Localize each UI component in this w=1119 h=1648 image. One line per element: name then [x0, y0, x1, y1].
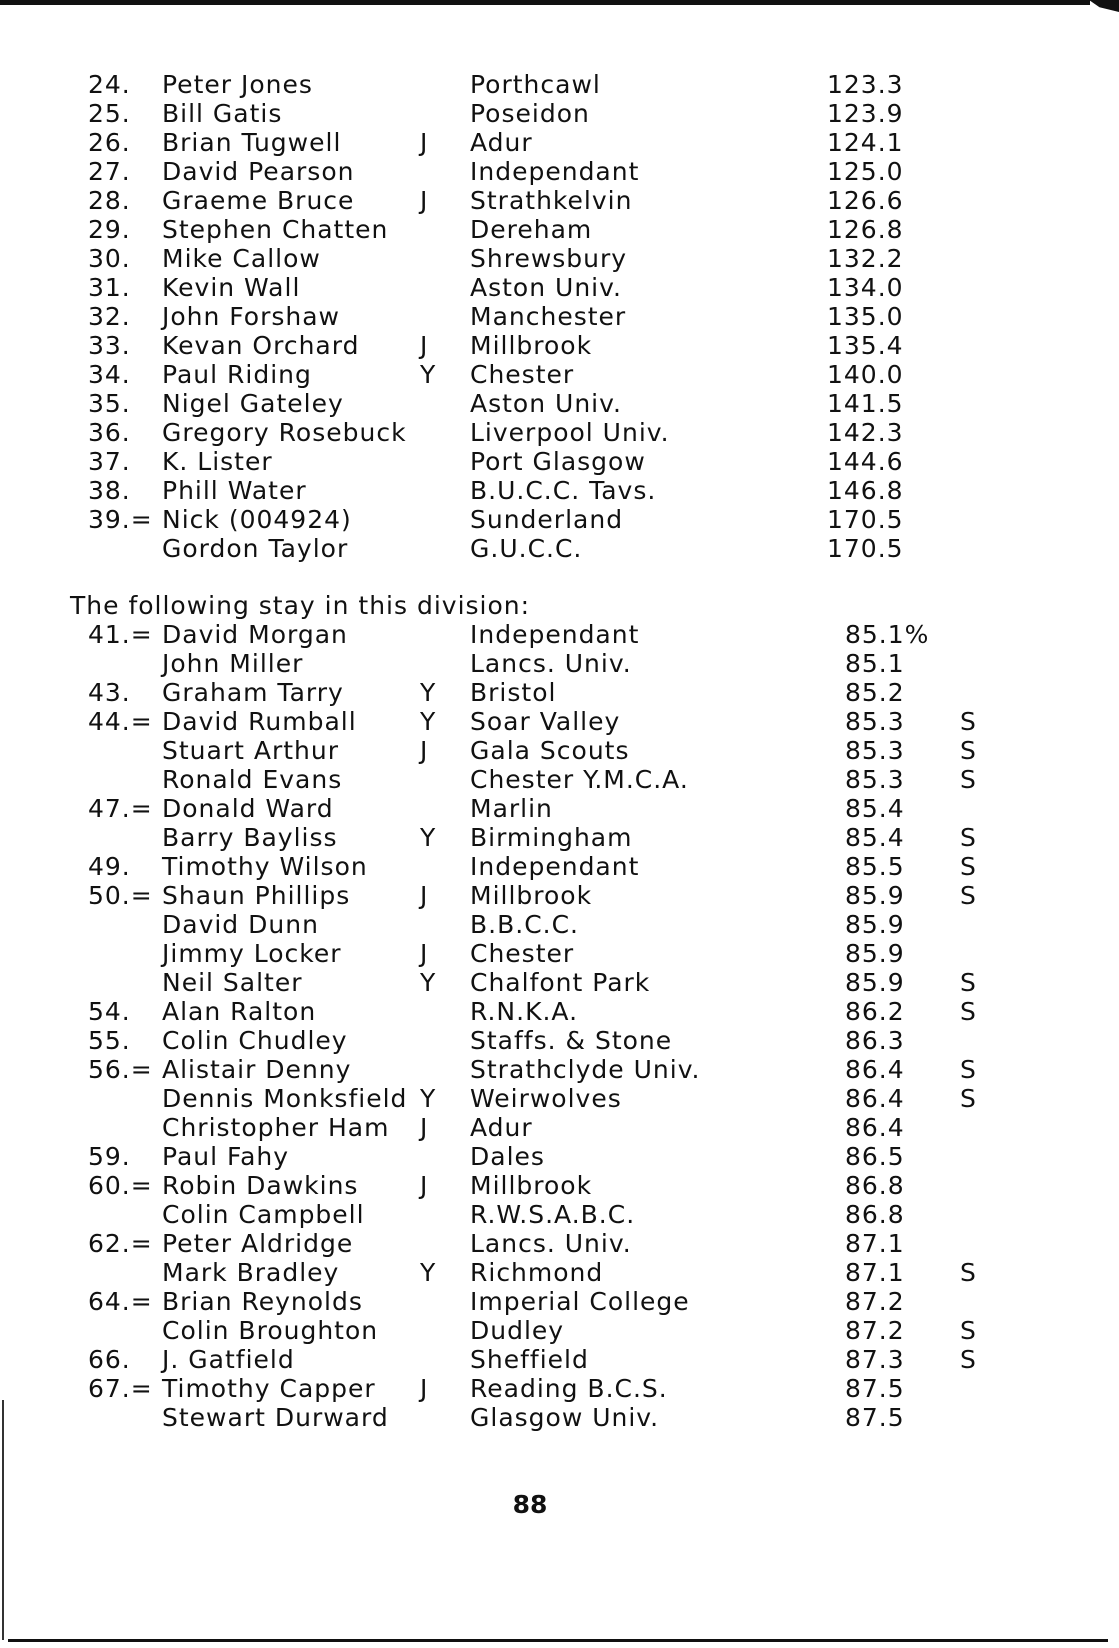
- club-name: Aston Univ.: [470, 273, 622, 302]
- position: 67.=: [88, 1374, 153, 1403]
- position: 33.: [88, 331, 131, 360]
- category-flag: J: [420, 881, 429, 910]
- score: 140.0: [827, 360, 904, 389]
- category-flag: J: [420, 939, 429, 968]
- club-name: Sheffield: [470, 1345, 589, 1374]
- score: 87.1: [845, 1258, 905, 1287]
- competitor-name: Gordon Taylor: [162, 534, 349, 563]
- club-name: R.W.S.A.B.C.: [470, 1200, 636, 1229]
- club-name: Bristol: [470, 678, 557, 707]
- score: 85.5: [845, 852, 905, 881]
- s-mark: S: [960, 1316, 977, 1345]
- score: 134.0: [827, 273, 904, 302]
- competitor-name: Peter Aldridge: [162, 1229, 354, 1258]
- competitor-name: K. Lister: [162, 447, 273, 476]
- score: 87.5: [845, 1374, 905, 1403]
- position: 28.: [88, 186, 131, 215]
- category-flag: Y: [420, 678, 437, 707]
- result-row: [0, 476, 1119, 505]
- s-mark: S: [960, 1258, 977, 1287]
- score: 126.8: [827, 215, 904, 244]
- category-flag: Y: [420, 1084, 437, 1113]
- result-row: [0, 1345, 1119, 1374]
- club-name: Port Glasgow: [470, 447, 646, 476]
- position: 64.=: [88, 1287, 153, 1316]
- club-name: Manchester: [470, 302, 627, 331]
- competitor-name: Stuart Arthur: [162, 736, 340, 765]
- category-flag: J: [420, 186, 429, 215]
- competitor-name: Mark Bradley: [162, 1258, 340, 1287]
- score: 86.5: [845, 1142, 905, 1171]
- competitor-name: Gregory Rosebuck: [162, 418, 407, 447]
- score: 85.9: [845, 881, 905, 910]
- competitor-name: Donald Ward: [162, 794, 334, 823]
- category-flag: Y: [420, 1258, 437, 1287]
- result-row: [0, 1142, 1119, 1171]
- score: 85.1: [845, 649, 905, 678]
- club-name: G.U.C.C.: [470, 534, 583, 563]
- result-row: [0, 910, 1119, 939]
- position: 44.=: [88, 707, 153, 736]
- club-name: R.N.K.A.: [470, 997, 579, 1026]
- score: 86.3: [845, 1026, 905, 1055]
- s-mark: S: [960, 1345, 977, 1374]
- position: 36.: [88, 418, 131, 447]
- score: 85.4: [845, 794, 905, 823]
- club-name: Chester Y.M.C.A.: [470, 765, 689, 794]
- score: 87.3: [845, 1345, 905, 1374]
- competitor-name: Brian Reynolds: [162, 1287, 363, 1316]
- competitor-name: David Dunn: [162, 910, 319, 939]
- competitor-name: Kevin Wall: [162, 273, 301, 302]
- club-name: Glasgow Univ.: [470, 1403, 660, 1432]
- competitor-name: Graeme Bruce: [162, 186, 355, 215]
- score: 86.4: [845, 1055, 905, 1084]
- result-row: [0, 997, 1119, 1026]
- result-row: [0, 244, 1119, 273]
- competitor-name: John Forshaw: [162, 302, 341, 331]
- score: 87.2: [845, 1316, 905, 1345]
- result-row: [0, 1200, 1119, 1229]
- result-row: [0, 1084, 1119, 1113]
- club-name: Adur: [470, 1113, 533, 1142]
- result-row: [0, 1287, 1119, 1316]
- competitor-name: Barry Bayliss: [162, 823, 338, 852]
- result-row: [0, 1403, 1119, 1432]
- competitor-name: Graham Tarry: [162, 678, 344, 707]
- position: 26.: [88, 128, 131, 157]
- position: 32.: [88, 302, 131, 331]
- competitor-name: David Morgan: [162, 620, 348, 649]
- position: 56.=: [88, 1055, 153, 1084]
- competitor-name: Bill Gatis: [162, 99, 283, 128]
- competitor-name: Phill Water: [162, 476, 307, 505]
- competitor-name: Colin Campbell: [162, 1200, 365, 1229]
- competitor-name: Kevan Orchard: [162, 331, 360, 360]
- position: 60.=: [88, 1171, 153, 1200]
- s-mark: S: [960, 997, 977, 1026]
- score: 142.3: [827, 418, 904, 447]
- result-row: [0, 99, 1119, 128]
- position: 29.: [88, 215, 131, 244]
- club-name: Adur: [470, 128, 533, 157]
- competitor-name: Christopher Ham: [162, 1113, 390, 1142]
- result-row: [0, 331, 1119, 360]
- top-border-line: [0, 0, 1090, 5]
- category-flag: Y: [420, 360, 437, 389]
- score: 85.2: [845, 678, 905, 707]
- s-mark: S: [960, 852, 977, 881]
- club-name: Independant: [470, 620, 640, 649]
- category-flag: Y: [420, 707, 437, 736]
- competitor-name: Robin Dawkins: [162, 1171, 359, 1200]
- score: 86.2: [845, 997, 905, 1026]
- position: 35.: [88, 389, 131, 418]
- result-row: [0, 823, 1119, 852]
- score: 85.3: [845, 765, 905, 794]
- position: 66.: [88, 1345, 131, 1374]
- result-row: [0, 1055, 1119, 1084]
- competitor-name: Timothy Capper: [162, 1374, 376, 1403]
- s-mark: S: [960, 1055, 977, 1084]
- score: 87.2: [845, 1287, 905, 1316]
- position: 49.: [88, 852, 131, 881]
- competitor-name: Nigel Gateley: [162, 389, 344, 418]
- competitor-name: J. Gatfield: [162, 1345, 295, 1374]
- s-mark: S: [960, 881, 977, 910]
- competitor-name: Alan Ralton: [162, 997, 317, 1026]
- result-row: [0, 968, 1119, 997]
- club-name: Strathclyde Univ.: [470, 1055, 701, 1084]
- score: 170.5: [827, 505, 904, 534]
- competitor-name: Dennis Monksfield: [162, 1084, 408, 1113]
- competitor-name: Shaun Phillips: [162, 881, 351, 910]
- club-name: Independant: [470, 157, 640, 186]
- position: 30.: [88, 244, 131, 273]
- club-name: Imperial College: [470, 1287, 690, 1316]
- result-row: [0, 678, 1119, 707]
- results-list-bottom: [0, 620, 1119, 1432]
- result-row: [0, 939, 1119, 968]
- position: 43.: [88, 678, 131, 707]
- competitor-name: Brian Tugwell: [162, 128, 342, 157]
- score: 135.0: [827, 302, 904, 331]
- club-name: Liverpool Univ.: [470, 418, 670, 447]
- position: 54.: [88, 997, 131, 1026]
- category-flag: J: [420, 1374, 429, 1403]
- result-row: [0, 649, 1119, 678]
- result-row: [0, 418, 1119, 447]
- result-row: [0, 447, 1119, 476]
- score: 87.5: [845, 1403, 905, 1432]
- position: 62.=: [88, 1229, 153, 1258]
- competitor-name: Colin Broughton: [162, 1316, 379, 1345]
- result-row: [0, 852, 1119, 881]
- score: 86.8: [845, 1171, 905, 1200]
- result-row: [0, 389, 1119, 418]
- category-flag: J: [420, 1113, 429, 1142]
- competitor-name: David Pearson: [162, 157, 355, 186]
- club-name: Lancs. Univ.: [470, 649, 632, 678]
- club-name: Sunderland: [470, 505, 624, 534]
- category-flag: J: [420, 128, 429, 157]
- club-name: Birmingham: [470, 823, 633, 852]
- club-name: Chester: [470, 939, 575, 968]
- result-row: [0, 794, 1119, 823]
- score: 86.8: [845, 1200, 905, 1229]
- club-name: B.B.C.C.: [470, 910, 580, 939]
- club-name: Marlin: [470, 794, 553, 823]
- club-name: Lancs. Univ.: [470, 1229, 632, 1258]
- club-name: Shrewsbury: [470, 244, 628, 273]
- score: 85.9: [845, 939, 905, 968]
- club-name: Staffs. & Stone: [470, 1026, 673, 1055]
- club-name: Soar Valley: [470, 707, 621, 736]
- club-name: Dereham: [470, 215, 593, 244]
- club-name: Chester: [470, 360, 575, 389]
- club-name: Millbrook: [470, 881, 593, 910]
- result-row: [0, 70, 1119, 99]
- score: 146.8: [827, 476, 904, 505]
- position: 38.: [88, 476, 131, 505]
- result-row: [0, 765, 1119, 794]
- page-number: 88: [512, 1490, 548, 1519]
- score: 141.5: [827, 389, 904, 418]
- club-name: Aston Univ.: [470, 389, 622, 418]
- score: 85.3: [845, 736, 905, 765]
- result-row: [0, 1316, 1119, 1345]
- result-row: [0, 505, 1119, 534]
- result-row: [0, 1171, 1119, 1200]
- club-name: Millbrook: [470, 1171, 593, 1200]
- section-gap: [0, 563, 1119, 591]
- s-mark: S: [960, 823, 977, 852]
- result-row: [0, 215, 1119, 244]
- result-row: [0, 360, 1119, 389]
- club-name: Reading B.C.S.: [470, 1374, 668, 1403]
- score: 125.0: [827, 157, 904, 186]
- club-name: Independant: [470, 852, 640, 881]
- category-flag: J: [420, 331, 429, 360]
- s-mark: S: [960, 707, 977, 736]
- position: 34.: [88, 360, 131, 389]
- competitor-name: Paul Riding: [162, 360, 312, 389]
- result-row: [0, 186, 1119, 215]
- score: 85.4: [845, 823, 905, 852]
- club-name: Dales: [470, 1142, 545, 1171]
- position: 59.: [88, 1142, 131, 1171]
- position: 39.=: [88, 505, 153, 534]
- club-name: Chalfont Park: [470, 968, 651, 997]
- score: 87.1: [845, 1229, 905, 1258]
- score: 86.4: [845, 1113, 905, 1142]
- left-border-line: [2, 1400, 4, 1640]
- competitor-name: Stephen Chatten: [162, 215, 389, 244]
- score: 85.3: [845, 707, 905, 736]
- results-page: [0, 70, 1119, 1432]
- result-row: [0, 302, 1119, 331]
- category-flag: J: [420, 736, 429, 765]
- score: 126.6: [827, 186, 904, 215]
- result-row: [0, 157, 1119, 186]
- score: 132.2: [827, 244, 904, 273]
- result-row: [0, 707, 1119, 736]
- score: 144.6: [827, 447, 904, 476]
- category-flag: Y: [420, 823, 437, 852]
- s-mark: S: [960, 765, 977, 794]
- club-name: Weirwolves: [470, 1084, 622, 1113]
- competitor-name: Jimmy Locker: [162, 939, 342, 968]
- score: 170.5: [827, 534, 904, 563]
- results-list-top: [0, 70, 1119, 563]
- score: 85.9: [845, 910, 905, 939]
- competitor-name: Alistair Denny: [162, 1055, 352, 1084]
- position: 55.: [88, 1026, 131, 1055]
- competitor-name: Peter Jones: [162, 70, 313, 99]
- score: 123.3: [827, 70, 904, 99]
- result-row: [0, 1229, 1119, 1258]
- position: 37.: [88, 447, 131, 476]
- s-mark: S: [960, 736, 977, 765]
- club-name: B.U.C.C. Tavs.: [470, 476, 657, 505]
- competitor-name: Colin Chudley: [162, 1026, 348, 1055]
- competitor-name: David Rumball: [162, 707, 357, 736]
- position: 24.: [88, 70, 131, 99]
- club-name: Millbrook: [470, 331, 593, 360]
- s-mark: S: [960, 968, 977, 997]
- result-row: [0, 534, 1119, 563]
- result-row: [0, 1026, 1119, 1055]
- position: 50.=: [88, 881, 153, 910]
- score: 123.9: [827, 99, 904, 128]
- competitor-name: Ronald Evans: [162, 765, 343, 794]
- section-heading: The following stay in this division:: [70, 591, 531, 620]
- club-name: Gala Scouts: [470, 736, 630, 765]
- category-flag: Y: [420, 968, 437, 997]
- result-row: [0, 881, 1119, 910]
- club-name: Strathkelvin: [470, 186, 633, 215]
- s-mark: S: [960, 1084, 977, 1113]
- club-name: Dudley: [470, 1316, 565, 1345]
- score: 85.9: [845, 968, 905, 997]
- result-row: [0, 128, 1119, 157]
- position: 25.: [88, 99, 131, 128]
- result-row: [0, 1258, 1119, 1287]
- category-flag: J: [420, 1171, 429, 1200]
- result-row: [0, 620, 1119, 649]
- position: 41.=: [88, 620, 153, 649]
- position: 47.=: [88, 794, 153, 823]
- competitor-name: Stewart Durward: [162, 1403, 389, 1432]
- competitor-name: Paul Fahy: [162, 1142, 290, 1171]
- result-row: [0, 273, 1119, 302]
- corner-mark: [1089, 0, 1119, 12]
- competitor-name: Neil Salter: [162, 968, 303, 997]
- score: 135.4: [827, 331, 904, 360]
- position: 31.: [88, 273, 131, 302]
- position: 27.: [88, 157, 131, 186]
- score: 124.1: [827, 128, 904, 157]
- competitor-name: Mike Callow: [162, 244, 321, 273]
- result-row: [0, 1113, 1119, 1142]
- competitor-name: John Miller: [162, 649, 304, 678]
- club-name: Richmond: [470, 1258, 604, 1287]
- club-name: Poseidon: [470, 99, 590, 128]
- club-name: Porthcawl: [470, 70, 601, 99]
- competitor-name: Timothy Wilson: [162, 852, 368, 881]
- result-row: [0, 1374, 1119, 1403]
- competitor-name: Nick (004924): [162, 505, 352, 534]
- score: 86.4: [845, 1084, 905, 1113]
- bottom-border-line: [8, 1639, 1108, 1642]
- result-row: [0, 736, 1119, 765]
- score: 85.1%: [845, 620, 930, 649]
